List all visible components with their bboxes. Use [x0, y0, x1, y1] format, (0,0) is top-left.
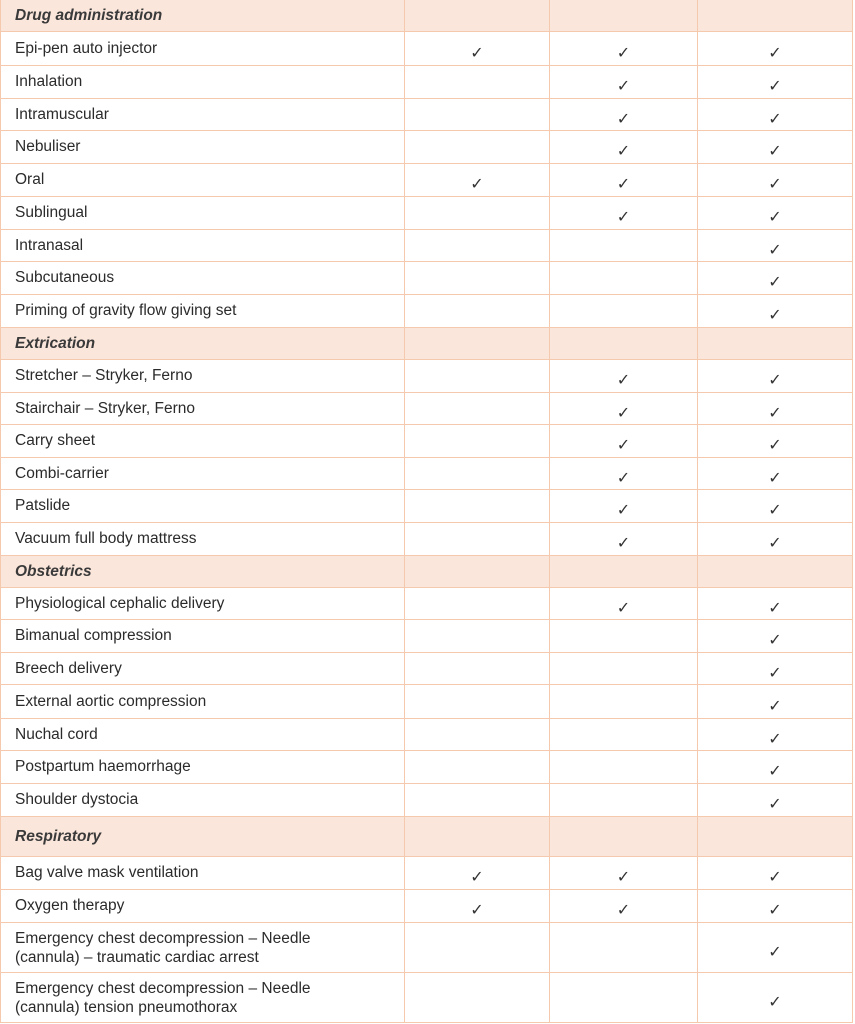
check-cell — [550, 653, 698, 685]
check-cell — [698, 295, 853, 328]
check-cell — [550, 973, 698, 1023]
check-icon: ✓ — [768, 143, 782, 160]
check-cell — [550, 393, 698, 425]
check-cell — [698, 360, 853, 393]
check-cell — [698, 490, 853, 523]
skill-label — [1, 923, 405, 973]
check-cell — [698, 197, 853, 230]
section-header-cell — [698, 328, 853, 360]
section-title: Obstetrics — [1, 556, 405, 588]
check-cell — [698, 857, 853, 890]
section-header-cell — [550, 817, 698, 857]
section-title: Extrication — [1, 328, 405, 360]
check-cell — [698, 719, 853, 751]
skill-label: Priming of gravity flow giving set — [1, 295, 405, 328]
check-icon: ✓ — [768, 176, 782, 193]
table-row — [1, 425, 853, 458]
check-cell — [698, 523, 853, 556]
skill-label: Epi-pen auto injector — [1, 32, 405, 66]
check-cell — [405, 653, 550, 685]
check-icon: ✓ — [616, 78, 631, 95]
check-icon: ✓ — [768, 697, 782, 715]
check-cell — [698, 923, 853, 973]
skill-label — [1, 973, 405, 1023]
table-row — [1, 751, 853, 784]
table-row — [1, 230, 853, 262]
table-row — [1, 490, 853, 523]
skill-label-line: Emergency chest decompression – Needle — [15, 929, 311, 947]
skill-label: Subcutaneous — [1, 262, 405, 295]
check-cell — [698, 131, 853, 164]
check-icon: ✓ — [768, 869, 782, 886]
check-icon: ✓ — [616, 44, 631, 62]
check-icon: ✓ — [768, 372, 782, 389]
check-icon: ✓ — [768, 993, 782, 1011]
section-header-row — [1, 0, 853, 32]
check-cell — [405, 523, 550, 556]
section-header-row — [1, 556, 853, 588]
skill-label: Patslide — [1, 490, 405, 523]
check-cell — [405, 588, 550, 620]
check-cell — [698, 653, 853, 685]
check-cell — [550, 262, 698, 295]
check-cell — [550, 685, 698, 719]
check-cell — [550, 197, 698, 230]
check-icon: ✓ — [616, 110, 631, 128]
table-row — [1, 685, 853, 719]
table-row — [1, 857, 853, 890]
check-cell — [698, 620, 853, 653]
check-icon: ✓ — [768, 763, 782, 780]
check-cell — [550, 523, 698, 556]
check-cell — [698, 66, 853, 99]
check-icon: ✓ — [768, 78, 782, 95]
check-cell — [550, 923, 698, 973]
check-cell — [550, 784, 698, 817]
check-cell — [550, 490, 698, 523]
section-header-cell — [550, 556, 698, 588]
check-icon: ✓ — [616, 869, 631, 886]
table-row — [1, 784, 853, 817]
check-cell — [698, 751, 853, 784]
table-row — [1, 923, 853, 973]
check-cell — [405, 131, 550, 164]
check-icon: ✓ — [768, 307, 782, 324]
skill-label: Oral — [1, 164, 405, 197]
check-icon: ✓ — [616, 535, 631, 552]
check-cell — [698, 588, 853, 620]
check-cell — [405, 66, 550, 99]
check-cell — [550, 131, 698, 164]
check-icon: ✓ — [616, 372, 631, 389]
skill-label: Intramuscular — [1, 99, 405, 131]
table-row — [1, 66, 853, 99]
check-cell — [550, 458, 698, 490]
section-header-cell — [698, 556, 853, 588]
table-row — [1, 295, 853, 328]
check-cell — [405, 890, 550, 923]
check-icon: ✓ — [470, 44, 484, 62]
check-cell — [550, 66, 698, 99]
check-icon: ✓ — [616, 176, 631, 193]
check-icon: ✓ — [768, 730, 782, 748]
check-icon: ✓ — [768, 44, 782, 62]
section-header-cell — [405, 0, 550, 32]
table-row — [1, 458, 853, 490]
check-icon: ✓ — [616, 469, 631, 487]
check-cell — [405, 360, 550, 393]
check-cell — [698, 262, 853, 295]
table-row — [1, 164, 853, 197]
check-cell — [698, 230, 853, 262]
section-header-cell — [405, 817, 550, 857]
skill-label: Shoulder dystocia — [1, 784, 405, 817]
check-icon: ✓ — [768, 664, 782, 682]
check-cell — [405, 923, 550, 973]
check-cell — [405, 164, 550, 197]
table-row — [1, 973, 853, 1023]
check-cell — [698, 393, 853, 425]
table-row — [1, 653, 853, 685]
skill-label-line: Emergency chest decompression – Needle — [15, 979, 311, 997]
skill-label-line: (cannula) – traumatic cardiac arrest — [15, 948, 259, 966]
skills-table-body — [1, 0, 853, 1023]
check-cell — [405, 751, 550, 784]
check-cell — [550, 99, 698, 131]
skill-label: Postpartum haemorrhage — [1, 751, 405, 784]
check-cell — [550, 890, 698, 923]
check-cell — [550, 295, 698, 328]
skill-label: Nuchal cord — [1, 719, 405, 751]
skill-label: External aortic compression — [1, 685, 405, 719]
check-icon: ✓ — [768, 632, 782, 649]
check-cell — [550, 164, 698, 197]
skill-label: Sublingual — [1, 197, 405, 230]
check-cell — [405, 784, 550, 817]
check-cell — [550, 751, 698, 784]
section-header-cell — [550, 328, 698, 360]
check-cell — [550, 425, 698, 458]
table-row — [1, 262, 853, 295]
skill-label: Nebuliser — [1, 131, 405, 164]
check-cell — [405, 262, 550, 295]
check-icon: ✓ — [616, 599, 631, 617]
skill-label: Inhalation — [1, 66, 405, 99]
check-cell — [405, 490, 550, 523]
check-cell — [550, 32, 698, 66]
section-header-cell — [550, 0, 698, 32]
check-cell — [698, 458, 853, 490]
check-cell — [698, 99, 853, 131]
check-cell — [550, 857, 698, 890]
table-row — [1, 360, 853, 393]
check-cell — [698, 425, 853, 458]
check-icon: ✓ — [470, 869, 484, 886]
check-cell — [405, 295, 550, 328]
check-cell — [550, 230, 698, 262]
check-cell — [550, 620, 698, 653]
table-row — [1, 99, 853, 131]
check-cell — [698, 973, 853, 1023]
check-icon: ✓ — [616, 404, 631, 422]
check-cell — [550, 588, 698, 620]
check-icon: ✓ — [768, 535, 782, 552]
check-cell — [550, 360, 698, 393]
check-icon: ✓ — [616, 502, 631, 519]
section-title: Respiratory — [1, 817, 405, 857]
section-header-cell — [405, 556, 550, 588]
check-icon: ✓ — [768, 437, 782, 454]
check-icon: ✓ — [768, 502, 782, 519]
check-cell — [405, 620, 550, 653]
check-cell — [405, 719, 550, 751]
table-row — [1, 719, 853, 751]
check-icon: ✓ — [616, 209, 631, 226]
skill-label: Intranasal — [1, 230, 405, 262]
check-icon: ✓ — [616, 143, 631, 160]
check-cell — [698, 685, 853, 719]
table-row — [1, 197, 853, 230]
table-row — [1, 523, 853, 556]
table-row — [1, 620, 853, 653]
skill-label: Physiological cephalic delivery — [1, 588, 405, 620]
check-cell — [698, 164, 853, 197]
skill-label: Combi-carrier — [1, 458, 405, 490]
check-cell — [405, 425, 550, 458]
check-icon: ✓ — [470, 176, 484, 193]
table-row — [1, 393, 853, 425]
check-cell — [405, 458, 550, 490]
section-header-cell — [698, 0, 853, 32]
check-cell — [405, 230, 550, 262]
skill-label: Stairchair – Stryker, Ferno — [1, 393, 405, 425]
check-cell — [405, 857, 550, 890]
check-icon: ✓ — [768, 469, 782, 487]
skill-label: Bag valve mask ventilation — [1, 857, 405, 890]
skill-label: Oxygen therapy — [1, 890, 405, 923]
check-icon: ✓ — [768, 902, 782, 919]
check-cell — [405, 99, 550, 131]
check-cell — [405, 685, 550, 719]
section-header-row — [1, 328, 853, 360]
skill-label: Stretcher – Stryker, Ferno — [1, 360, 405, 393]
check-cell — [698, 32, 853, 66]
check-cell — [405, 197, 550, 230]
check-cell — [550, 719, 698, 751]
section-header-row — [1, 817, 853, 857]
skill-label: Vacuum full body mattress — [1, 523, 405, 556]
check-icon: ✓ — [768, 943, 782, 961]
table-row — [1, 131, 853, 164]
table-row — [1, 890, 853, 923]
skill-label: Breech delivery — [1, 653, 405, 685]
check-cell — [405, 393, 550, 425]
check-icon: ✓ — [768, 241, 782, 259]
check-icon: ✓ — [470, 902, 484, 919]
check-cell — [698, 890, 853, 923]
skill-label: Bimanual compression — [1, 620, 405, 653]
check-icon: ✓ — [768, 209, 782, 226]
skill-label-line: (cannula) tension pneumothorax — [15, 998, 238, 1016]
check-icon: ✓ — [616, 437, 631, 454]
skill-label: Carry sheet — [1, 425, 405, 458]
section-header-cell — [405, 328, 550, 360]
check-icon: ✓ — [768, 796, 782, 813]
section-header-cell — [698, 817, 853, 857]
table-row — [1, 32, 853, 66]
section-title: Drug administration — [1, 0, 405, 32]
check-icon: ✓ — [768, 404, 782, 422]
check-cell — [405, 973, 550, 1023]
table-row — [1, 588, 853, 620]
check-cell — [698, 784, 853, 817]
check-icon: ✓ — [616, 902, 631, 919]
check-cell — [405, 32, 550, 66]
check-icon: ✓ — [768, 599, 782, 617]
check-icon: ✓ — [768, 110, 782, 128]
check-icon: ✓ — [768, 274, 782, 291]
